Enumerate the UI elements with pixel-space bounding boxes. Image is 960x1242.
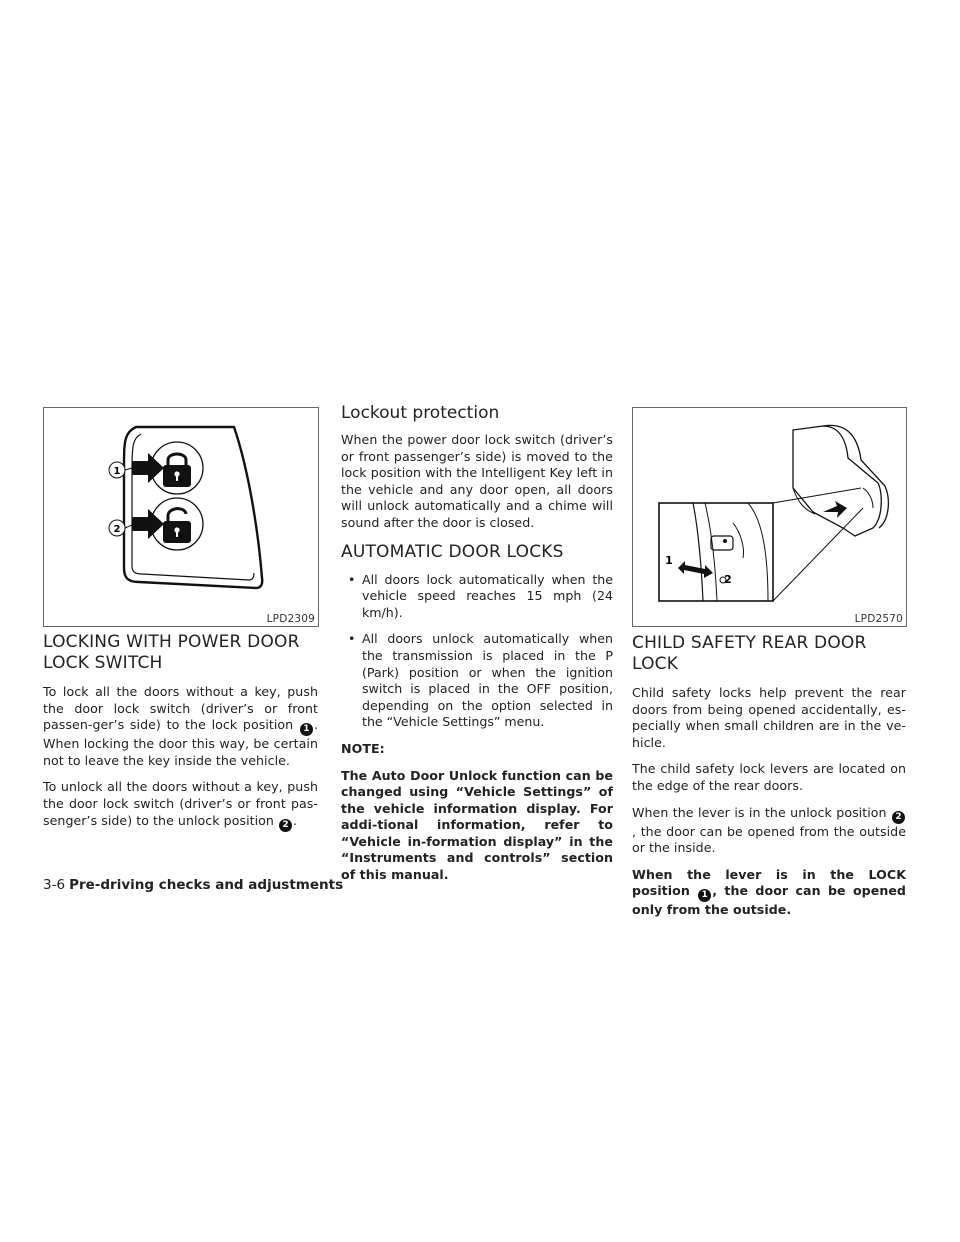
bullet-marker: • — [348, 631, 356, 647]
figure-label: LPD2309 — [266, 613, 315, 625]
page-number: 3-6 — [43, 877, 66, 893]
chapter-title: Pre-driving checks and adjustments — [69, 877, 344, 893]
callout-number-1: 1 — [698, 889, 711, 902]
section-heading: CHILD SAFETY REAR DOOR LOCK — [632, 633, 867, 674]
paragraph-text: To lock all the doors without a key, push the door lock switch (driver’s or front passen-ger’s side) to the lock position — [43, 684, 318, 733]
door-lock-switch-illustration — [44, 408, 318, 626]
figure-callout-1: 1 — [665, 554, 673, 567]
left-column — [43, 632, 318, 832]
figure-callout-2: 2 — [724, 573, 732, 586]
bullet-list — [341, 572, 613, 731]
paragraph-text: When the lever is in the unlock position — [632, 804, 887, 820]
figure-label: LPD2570 — [854, 613, 903, 625]
note-text: The Auto Door Unlock function can be changed using “Vehicle Settings” of the vehicle information display. For addi-tional information, refer to “Vehicle in-formation display” in the “Instruments and controls” section of this manual. — [341, 767, 613, 883]
paragraph: When the power door lock switch (driver’s or front passenger’s side) is moved to the lock position with the Intelligent Key left in the vehicle and any door open, all doors will unlock automatically and a chime will sound after the door is closed. — [341, 432, 613, 530]
paragraph-text: To unlock all the doors without a key, push the door lock switch (driver’s or front pas-senger’s side) to the unlock position — [43, 779, 318, 828]
page-footer — [43, 877, 343, 893]
section-heading — [43, 632, 318, 674]
figure-callout-2: 2 — [113, 524, 121, 535]
paragraph — [43, 779, 318, 831]
paragraph-text: When the lever is in the LOCK position — [632, 866, 906, 899]
subsection-heading: Lockout protection — [341, 403, 500, 423]
child-lock-figure — [632, 407, 907, 627]
figure-callout-1: 1 — [113, 466, 121, 477]
list-item-text: All doors unlock automatically when the transmission is placed in the P (Park) position or when the ignition switch is placed in the OFF position, depending on the option selected in the “Vehicle Settings” menu. — [362, 631, 613, 730]
list-item — [341, 631, 613, 731]
paragraph — [632, 867, 906, 919]
right-column — [632, 633, 906, 919]
callout-number-2: 2 — [892, 811, 905, 824]
list-item — [341, 572, 613, 622]
paragraph — [632, 805, 906, 857]
middle-column — [341, 403, 613, 884]
heading-line-2: LOCK SWITCH — [43, 653, 163, 673]
callout-number-2: 2 — [279, 819, 292, 832]
paragraph: Child safety locks help prevent the rear doors from being opened accidentally, es-pecially when small children are in the ve-hicle. — [632, 685, 906, 750]
paragraph-text: . — [293, 812, 298, 828]
paragraph-text: . When locking the door this way, be certain not to leave the key inside the vehicle. — [43, 717, 318, 768]
bullet-marker: • — [348, 571, 356, 587]
note-label: NOTE: — [341, 740, 385, 756]
paragraph: The child safety lock levers are located on the edge of the rear doors. — [632, 761, 906, 793]
lock-switch-figure — [43, 407, 319, 627]
heading-line-1: LOCKING WITH POWER DOOR — [43, 632, 300, 652]
list-item-text: All doors lock automatically when the vehicle speed reaches 15 mph (24 km/h). — [362, 571, 613, 620]
section-heading: AUTOMATIC DOOR LOCKS — [341, 541, 564, 562]
paragraph — [43, 684, 318, 769]
rear-door-illustration — [633, 408, 906, 626]
paragraph-text: , the door can be opened from the outside or the inside. — [632, 823, 906, 856]
arrow-icon — [132, 453, 164, 539]
paragraph-text: , the door can be opened only from the outside. — [632, 883, 906, 918]
callout-number-1: 1 — [300, 723, 313, 736]
